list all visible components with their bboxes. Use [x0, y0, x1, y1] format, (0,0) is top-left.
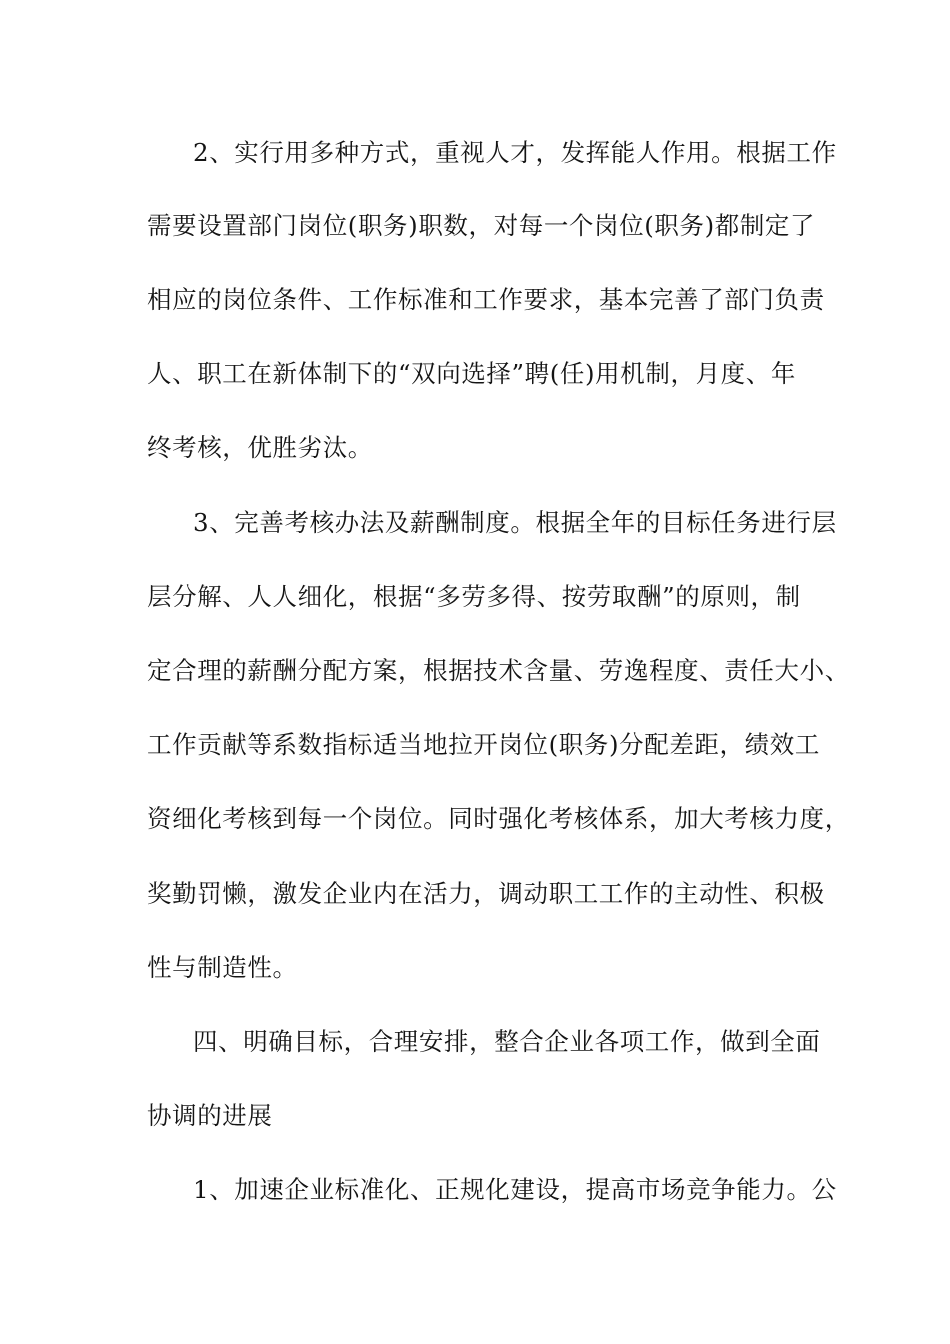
paragraph-2-line-3: 相应的岗位条件、工作标准和工作要求，基本完善了部门负责 [147, 285, 825, 314]
paragraph-2-line-5: 终考核，优胜劣汰。 [147, 433, 373, 462]
paragraph-3-line-5: 资细化考核到每一个岗位。同时强化考核体系，加大考核力度， [147, 804, 850, 833]
paragraph-3-line-1: 3、完善考核办法及薪酬制度。根据全年的目标任务进行层 [193, 508, 837, 537]
paragraph-3-line-3: 定合理的薪酬分配方案，根据技术含量、劳逸程度、责任大小、 [147, 656, 850, 685]
paragraph-3-line-7: 性与制造性。 [147, 953, 298, 982]
paragraph-3-line-6: 奖勤罚懒，激发企业内在活力，调动职工工作的主动性、积极 [147, 879, 825, 908]
paragraph-4-1-line-1: 1、加速企业标准化、正规化建设，提高市场竞争能力。公 [193, 1175, 837, 1204]
paragraph-3-line-4: 工作贡献等系数指标适当地拉开岗位(职务)分配差距，绩效工 [147, 730, 820, 759]
section-4-heading-line-2: 协调的进展 [147, 1101, 273, 1130]
paragraph-3-line-2: 层分解、人人细化，根据“多劳多得、按劳取酬”的原则，制 [147, 582, 801, 611]
section-4-heading-line-1: 四、明确目标，合理安排，整合企业各项工作，做到全面 [193, 1027, 821, 1056]
paragraph-2-line-2: 需要设置部门岗位(职务)职数，对每一个岗位(职务)都制定了 [147, 211, 816, 240]
paragraph-2-line-4: 人、职工在新体制下的“双向选择”聘(任)用机制，月度、年 [147, 359, 796, 388]
paragraph-2-line-1: 2、实行用多种方式，重视人才，发挥能人作用。根据工作 [193, 138, 837, 167]
